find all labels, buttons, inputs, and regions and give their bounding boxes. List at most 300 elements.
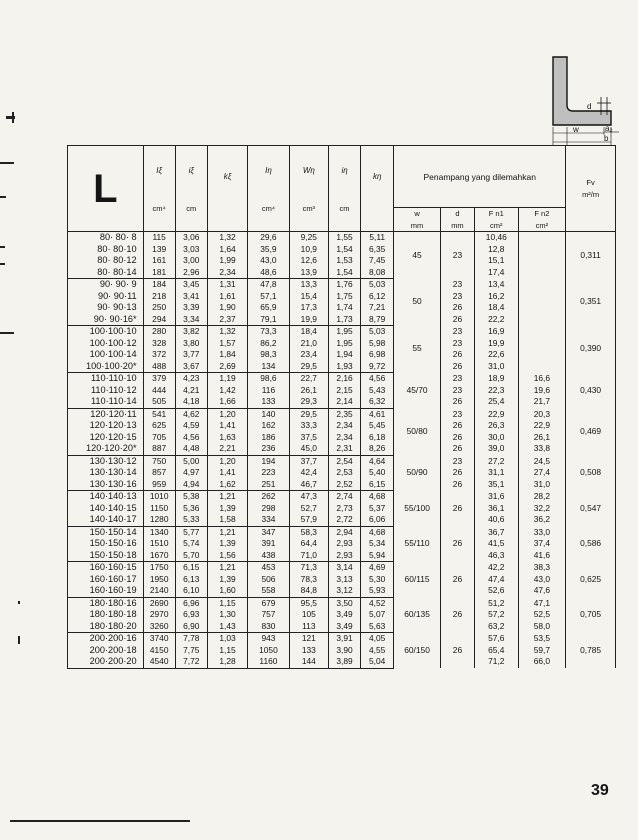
d-value: 26 — [452, 644, 463, 655]
value-w-eta: 52,7 — [289, 503, 328, 515]
section-designation: 130·130·14 — [68, 467, 144, 479]
value-k-eta: 4,56 — [361, 373, 394, 385]
d-value: 26 — [452, 502, 463, 513]
value-i-eta: 2,94 — [329, 526, 361, 538]
table-row — [68, 526, 616, 538]
d-cell — [440, 526, 474, 562]
table-row — [68, 633, 616, 645]
section-designation: 80· 80·12 — [68, 255, 144, 267]
value-i-xi: 6,90 — [175, 621, 207, 633]
value-k-xi: 1,66 — [207, 396, 247, 408]
d-cell — [440, 597, 474, 633]
fn2-value: 27,4 — [533, 467, 551, 477]
value-k-eta: 4,68 — [361, 491, 394, 503]
section-designation: 180·180·18 — [68, 609, 144, 621]
value-w-eta: 18,4 — [289, 326, 328, 338]
fn2-cell — [518, 455, 566, 491]
section-designation: 90· 90·16* — [68, 314, 144, 326]
value-i-xi: 5,36 — [175, 503, 207, 515]
fn1-value: 26,3 — [488, 420, 505, 430]
value-i-xi: 505 — [143, 396, 175, 408]
w-cell — [394, 491, 441, 527]
value-k-xi: 1,43 — [207, 621, 247, 633]
value-k-xi: 1,21 — [207, 491, 247, 503]
value-i-xi: 3,39 — [175, 302, 207, 314]
value-k-xi: 1,57 — [207, 338, 247, 350]
d-value: 23 — [452, 337, 463, 348]
col-i-eta: iη cm — [329, 146, 361, 232]
value-k-xi: 1,30 — [207, 609, 247, 621]
d-value: 23 — [452, 326, 463, 336]
value-i-eta: 194 — [248, 455, 289, 467]
value-w-eta: 13,3 — [289, 279, 328, 291]
value-k-eta: 4,64 — [361, 455, 394, 467]
w-cell — [394, 455, 441, 491]
fn1-value: 41,5 — [488, 538, 505, 548]
section-designation: 200·200·18 — [68, 645, 144, 657]
value-i-eta: 1,76 — [329, 279, 361, 291]
fn1-cell — [475, 232, 519, 279]
value-i-eta: 48,6 — [248, 267, 289, 279]
value-w-eta: 84,8 — [289, 585, 328, 597]
value-i-xi: 1340 — [143, 526, 175, 538]
value-i-xi: 181 — [143, 267, 175, 279]
table-row — [68, 455, 616, 467]
value-i-eta: 506 — [248, 574, 289, 586]
value-i-eta: 1,95 — [329, 338, 361, 350]
value-i-eta: 1,73 — [329, 314, 361, 326]
value-w-eta: 37,5 — [289, 432, 328, 444]
d-value: 26 — [452, 467, 463, 477]
fn1-value: 65,4 — [488, 644, 505, 655]
section-designation: 100·100·12 — [68, 338, 144, 350]
value-i-xi: 4,48 — [175, 443, 207, 455]
value-w-eta: 22,7 — [289, 373, 328, 385]
section-designation: 180·180·20 — [68, 621, 144, 633]
fv-value: 0,390 — [580, 343, 602, 354]
value-i-xi: 1950 — [143, 574, 175, 586]
d-cell — [440, 408, 474, 455]
value-i-xi: 857 — [143, 467, 175, 479]
fn2-value: 36,2 — [533, 514, 551, 524]
value-k-eta: 6,06 — [361, 514, 394, 526]
value-k-xi: 1,21 — [207, 562, 247, 574]
fn2-cell — [518, 633, 566, 669]
value-i-xi: 115 — [143, 232, 175, 244]
value-i-xi: 4,56 — [175, 432, 207, 444]
fn2-value: 41,6 — [533, 549, 551, 560]
value-i-xi: 1150 — [143, 503, 175, 515]
margin-mark — [0, 332, 14, 334]
value-i-xi: 1670 — [143, 550, 175, 562]
section-designation: 100·100·10 — [68, 326, 144, 338]
fn1-value: 36,7 — [488, 526, 505, 537]
fn2-cell — [518, 597, 566, 633]
angle-section-diagram — [543, 53, 621, 145]
value-k-eta: 5,04 — [361, 656, 394, 668]
value-w-eta: 42,4 — [289, 467, 328, 479]
col-i-xi: iξ cm — [175, 146, 207, 232]
value-i-xi: 5,70 — [175, 550, 207, 562]
section-designation: 140·140·13 — [68, 491, 144, 503]
value-i-eta: 3,14 — [329, 562, 361, 574]
d-value: 23 — [452, 249, 463, 260]
fv-value: 0,508 — [580, 467, 602, 477]
value-i-eta: 1,55 — [329, 232, 361, 244]
value-k-xi: 1,62 — [207, 479, 247, 491]
fv-value: 0,586 — [580, 538, 602, 548]
value-w-eta: 57,9 — [289, 514, 328, 526]
section-designation: 150·150·18 — [68, 550, 144, 562]
d-value: 26 — [452, 302, 463, 312]
section-designation: 110·110·12 — [68, 385, 144, 397]
value-k-xi: 1,99 — [207, 255, 247, 267]
w-cell — [394, 232, 441, 279]
margin-mark — [18, 601, 20, 604]
value-i-eta: 2,53 — [329, 467, 361, 479]
d-cell — [440, 279, 474, 326]
dim-w-label: w — [573, 125, 579, 134]
d-cell — [440, 373, 474, 409]
fv-value: 0,311 — [580, 249, 601, 260]
table-row — [68, 373, 616, 385]
fn1-cell — [475, 633, 519, 669]
value-i-xi: 328 — [143, 338, 175, 350]
value-k-xi: 1,42 — [207, 385, 247, 397]
table-row — [68, 597, 616, 609]
value-k-eta: 5,03 — [361, 279, 394, 291]
fn1-value: 31,6 — [488, 491, 505, 501]
fn1-value: 30,0 — [488, 431, 505, 442]
fn1-value: 19,9 — [488, 337, 505, 348]
fn2-value: 26,1 — [533, 431, 551, 442]
value-i-xi: 250 — [143, 302, 175, 314]
value-w-eta: 15,4 — [289, 291, 328, 303]
value-i-eta: 2,74 — [329, 491, 361, 503]
value-i-xi: 2,96 — [175, 267, 207, 279]
value-k-xi: 1,20 — [207, 408, 247, 420]
fn2-value: 21,7 — [533, 396, 551, 406]
value-i-xi: 139 — [143, 244, 175, 256]
value-i-eta: 2,93 — [329, 538, 361, 550]
value-i-eta: 830 — [248, 621, 289, 633]
value-i-xi: 625 — [143, 420, 175, 432]
fn1-value: 52,6 — [488, 585, 505, 595]
section-designation: 80· 80· 8 — [68, 232, 144, 244]
fv-cell — [566, 597, 616, 633]
w-value: 60/115 — [404, 573, 430, 584]
angle-profile-shape — [553, 57, 611, 125]
value-i-xi: 6,96 — [175, 597, 207, 609]
value-i-xi: 3740 — [143, 633, 175, 645]
section-designation: 200·200·16 — [68, 633, 144, 645]
fn1-value: 27,2 — [488, 455, 505, 466]
table-row — [68, 326, 616, 338]
value-i-eta: 2,35 — [329, 408, 361, 420]
col-d: d mm — [440, 208, 474, 232]
section-designation: 130·130·12 — [68, 455, 144, 467]
value-i-xi: 3,41 — [175, 291, 207, 303]
fn2-cell — [518, 326, 566, 373]
d-value: 26 — [452, 420, 463, 430]
fn2-cell — [518, 526, 566, 562]
value-i-xi: 5,74 — [175, 538, 207, 550]
value-i-eta: 1,94 — [329, 349, 361, 361]
w-cell — [394, 373, 441, 409]
d-cell — [440, 232, 474, 279]
value-w-eta: 29,5 — [289, 361, 328, 373]
w-value: 60/150 — [404, 644, 430, 655]
fn2-value: 37,4 — [533, 538, 551, 548]
value-i-eta: 438 — [248, 550, 289, 562]
value-i-xi: 4,21 — [175, 385, 207, 397]
value-i-eta: 47,8 — [248, 279, 289, 291]
value-k-eta: 5,98 — [361, 338, 394, 350]
value-i-eta: 298 — [248, 503, 289, 515]
fn2-value: 33,0 — [533, 526, 551, 537]
page-number: 39 — [591, 782, 609, 799]
section-designation: 90· 90·11 — [68, 291, 144, 303]
value-i-eta: 98,6 — [248, 373, 289, 385]
section-designation: 120·120·13 — [68, 420, 144, 432]
fv-cell — [566, 455, 616, 491]
fn2-cell — [518, 562, 566, 598]
value-w-eta: 64,4 — [289, 538, 328, 550]
fn2-value: 52,5 — [533, 609, 551, 619]
fn1-value: 22,9 — [488, 408, 505, 419]
col-k-eta: kη — [361, 146, 394, 232]
penampang-header: Penampang yang dilemahkan — [394, 146, 566, 208]
value-i-eta: 116 — [248, 385, 289, 397]
value-k-eta: 5,45 — [361, 420, 394, 432]
value-i-eta: 679 — [248, 597, 289, 609]
fn2-value: 31,0 — [533, 478, 551, 489]
value-i-eta: 1,54 — [329, 244, 361, 256]
fv-cell — [566, 279, 616, 326]
value-i-eta: 86,2 — [248, 338, 289, 350]
value-k-xi: 1,90 — [207, 302, 247, 314]
fn2-value: 28,2 — [533, 491, 551, 501]
fn2-value: 59,7 — [533, 644, 551, 655]
value-i-xi: 6,10 — [175, 585, 207, 597]
fv-value: 0,469 — [580, 425, 602, 436]
value-i-eta: 2,73 — [329, 503, 361, 515]
value-i-eta: 391 — [248, 538, 289, 550]
value-i-xi: 3,45 — [175, 279, 207, 291]
value-i-xi: 5,00 — [175, 455, 207, 467]
d-value: 23 — [452, 408, 463, 419]
fn1-value: 51,2 — [488, 597, 505, 608]
margin-mark — [0, 196, 6, 198]
value-i-eta: 251 — [248, 479, 289, 491]
value-k-xi: 1,32 — [207, 232, 247, 244]
section-designation: 100·100·20* — [68, 361, 144, 373]
fn1-value: 22,2 — [488, 313, 505, 324]
value-k-eta: 9,72 — [361, 361, 394, 373]
value-i-xi: 7,75 — [175, 645, 207, 657]
value-k-xi: 1,15 — [207, 597, 247, 609]
value-k-xi: 1,41 — [207, 420, 247, 432]
value-w-eta: 26,1 — [289, 385, 328, 397]
fv-cell — [566, 408, 616, 455]
table-row — [68, 279, 616, 291]
fn1-value: 18,4 — [488, 302, 505, 312]
value-i-eta: 3,89 — [329, 656, 361, 668]
value-i-eta: 1,75 — [329, 291, 361, 303]
value-i-eta: 73,3 — [248, 326, 289, 338]
fn1-cell — [475, 408, 519, 455]
value-k-eta: 5,03 — [361, 326, 394, 338]
fv-value: 0,430 — [580, 384, 602, 395]
d-value: 23 — [452, 455, 463, 466]
value-i-xi: 959 — [143, 479, 175, 491]
value-i-eta: 3,12 — [329, 585, 361, 597]
fn2-value: 20,3 — [533, 408, 551, 419]
value-i-eta: 2,34 — [329, 432, 361, 444]
value-w-eta: 17,3 — [289, 302, 328, 314]
value-i-eta: 558 — [248, 585, 289, 597]
value-i-eta: 57,1 — [248, 291, 289, 303]
value-i-eta: 2,31 — [329, 443, 361, 455]
fn2-value: 58,0 — [533, 620, 551, 631]
fn1-value: 15,1 — [488, 255, 505, 266]
value-i-eta: 3,13 — [329, 574, 361, 586]
value-i-eta: 29,6 — [248, 232, 289, 244]
value-k-eta: 6,98 — [361, 349, 394, 361]
value-w-eta: 144 — [289, 656, 328, 668]
value-i-eta: 236 — [248, 443, 289, 455]
value-i-xi: 218 — [143, 291, 175, 303]
fn1-value: 12,8 — [488, 243, 505, 254]
section-designation: 150·150·16 — [68, 538, 144, 550]
fn2-cell — [518, 408, 566, 455]
value-k-eta: 4,69 — [361, 562, 394, 574]
d-value: 23 — [452, 279, 463, 289]
value-k-eta: 6,15 — [361, 479, 394, 491]
value-k-xi: 1,15 — [207, 645, 247, 657]
value-k-eta: 6,35 — [361, 244, 394, 256]
value-w-eta: 78,3 — [289, 574, 328, 586]
value-w-eta: 12,6 — [289, 255, 328, 267]
value-i-eta: 3,91 — [329, 633, 361, 645]
value-i-xi: 3,34 — [175, 314, 207, 326]
fv-value: 0,625 — [580, 573, 602, 584]
value-i-eta: 43,0 — [248, 255, 289, 267]
value-w-eta: 71,0 — [289, 550, 328, 562]
fn1-value: 31,1 — [488, 467, 505, 477]
value-w-eta: 105 — [289, 609, 328, 621]
section-designation: 180·180·16 — [68, 597, 144, 609]
value-i-xi: 280 — [143, 326, 175, 338]
value-i-eta: 3,90 — [329, 645, 361, 657]
value-k-eta: 5,43 — [361, 385, 394, 397]
value-i-eta: 79,1 — [248, 314, 289, 326]
section-designation: 140·140·17 — [68, 514, 144, 526]
value-i-eta: 2,93 — [329, 550, 361, 562]
value-k-eta: 6,32 — [361, 396, 394, 408]
fn1-value: 42,2 — [488, 562, 505, 572]
fn2-cell — [518, 232, 566, 279]
value-i-xi: 4,23 — [175, 373, 207, 385]
value-i-eta: 65,9 — [248, 302, 289, 314]
col-fv: Fv m²/m — [566, 146, 616, 232]
fn1-cell — [475, 491, 519, 527]
value-i-xi: 184 — [143, 279, 175, 291]
value-k-xi: 1,56 — [207, 550, 247, 562]
fv-cell — [566, 491, 616, 527]
value-k-eta: 5,11 — [361, 232, 394, 244]
value-k-xi: 1,41 — [207, 467, 247, 479]
w-cell — [394, 633, 441, 669]
value-k-xi: 1,84 — [207, 349, 247, 361]
section-designation: 150·150·14 — [68, 526, 144, 538]
d-value: 26 — [452, 478, 463, 489]
table-body — [68, 232, 616, 669]
fn1-value: 22,3 — [488, 384, 505, 395]
d-value: 23 — [452, 373, 463, 383]
value-k-xi: 1,58 — [207, 514, 247, 526]
value-k-xi: 1,28 — [207, 656, 247, 668]
fn1-value: 40,6 — [488, 514, 505, 524]
w-value: 45 — [412, 249, 422, 260]
fv-value: 0,705 — [580, 609, 602, 619]
value-k-eta: 8,26 — [361, 443, 394, 455]
value-i-xi: 1510 — [143, 538, 175, 550]
section-designation: 120·120·20* — [68, 443, 144, 455]
w-value: 45/70 — [406, 384, 428, 395]
section-designation: 90· 90· 9 — [68, 279, 144, 291]
w-value: 60/135 — [404, 609, 430, 619]
value-w-eta: 21,0 — [289, 338, 328, 350]
section-designation: 160·160·19 — [68, 585, 144, 597]
value-k-eta: 7,21 — [361, 302, 394, 314]
d-value: 26 — [452, 573, 463, 584]
value-i-xi: 1750 — [143, 562, 175, 574]
d-value: 26 — [452, 396, 463, 406]
section-designation: 110·110·10 — [68, 373, 144, 385]
w-cell — [394, 408, 441, 455]
value-k-xi: 1,63 — [207, 432, 247, 444]
value-w-eta: 9,25 — [289, 232, 328, 244]
steel-angle-table — [67, 145, 616, 669]
fn1-cell — [475, 562, 519, 598]
section-designation: 200·200·20 — [68, 656, 144, 668]
fn2-value: 24,5 — [533, 455, 551, 466]
section-designation: 100·100·14 — [68, 349, 144, 361]
value-k-xi: 1,39 — [207, 538, 247, 550]
fn1-value: 17,4 — [488, 266, 505, 277]
value-w-eta: 47,3 — [289, 491, 328, 503]
value-i-xi: 1010 — [143, 491, 175, 503]
value-i-xi: 161 — [143, 255, 175, 267]
fn1-value: 63,2 — [488, 620, 505, 631]
fn2-value: 66,0 — [533, 656, 551, 666]
value-w-eta: 37,7 — [289, 455, 328, 467]
fn1-value: 57,2 — [488, 609, 505, 619]
margin-mark — [12, 112, 14, 123]
w-value: 50/90 — [406, 467, 428, 477]
value-k-xi: 2,69 — [207, 361, 247, 373]
value-w-eta: 58,3 — [289, 526, 328, 538]
margin-mark — [0, 263, 5, 265]
dim-a2-label: a₂ — [605, 124, 613, 133]
value-i-xi: 4,62 — [175, 408, 207, 420]
value-i-xi: 5,38 — [175, 491, 207, 503]
fn1-value: 22,6 — [488, 349, 505, 359]
fn1-value: 57,6 — [488, 633, 505, 643]
value-i-xi: 5,77 — [175, 526, 207, 538]
value-w-eta: 71,3 — [289, 562, 328, 574]
